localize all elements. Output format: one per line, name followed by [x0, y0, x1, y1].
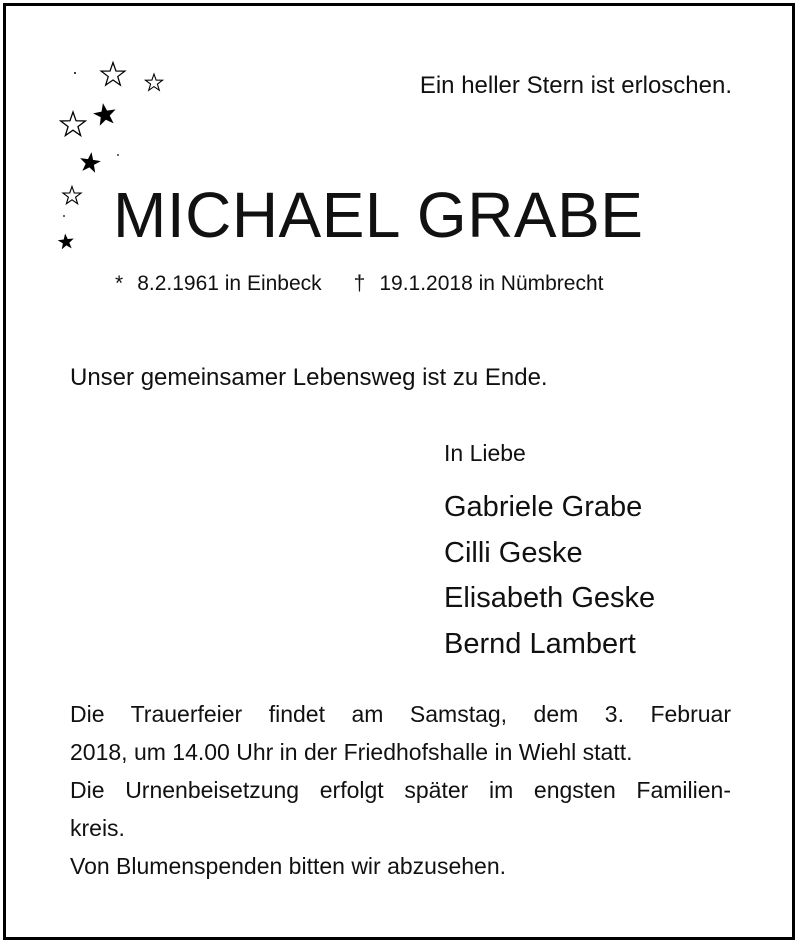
birth-date: 8.2.1961 in Einbeck [137, 272, 322, 295]
star-outline-icon [145, 74, 162, 90]
star-outline-icon [61, 112, 86, 136]
death-date: 19.1.2018 in Nümbrecht [379, 272, 604, 295]
deceased-name: MICHAEL GRABE [113, 179, 644, 251]
star-outline-icon [63, 187, 81, 204]
notice-line: kreis. [70, 815, 125, 841]
mourner-name: Cilli Geske [444, 536, 583, 569]
notice-line: 2018, um 14.00 Uhr in der Friedhofshalle in Wiehl statt. [70, 739, 633, 765]
star-outline-icon [101, 63, 125, 86]
life-dates [115, 272, 603, 296]
death-symbol: † [353, 272, 366, 295]
birth-symbol: * [115, 272, 124, 295]
mourner-name: Elisabeth Geske [444, 582, 656, 614]
mourner-name: Bernd Lambert [444, 627, 636, 660]
motto: Ein heller Stern ist erloschen. [419, 72, 732, 99]
star-filled-icon [92, 101, 118, 126]
notice-line: Von Blumenspenden bitten wir abzusehen. [70, 853, 507, 879]
signoff: In Liebe [444, 440, 526, 466]
mourner-name: Gabriele Grabe [444, 491, 643, 523]
mourner-list [444, 485, 655, 667]
notice-line: Die Trauerfeier findet am Samstag, dem 3. Februar [70, 701, 731, 727]
star-filled-icon [57, 233, 75, 250]
notice-line: Die Urnenbeisetzung erfolgt später im engsten Familien- [70, 777, 731, 803]
funeral-notice [70, 695, 731, 885]
intro-text: Unser gemeinsamer Lebensweg ist zu Ende. [70, 364, 548, 391]
star-filled-icon [78, 151, 101, 174]
